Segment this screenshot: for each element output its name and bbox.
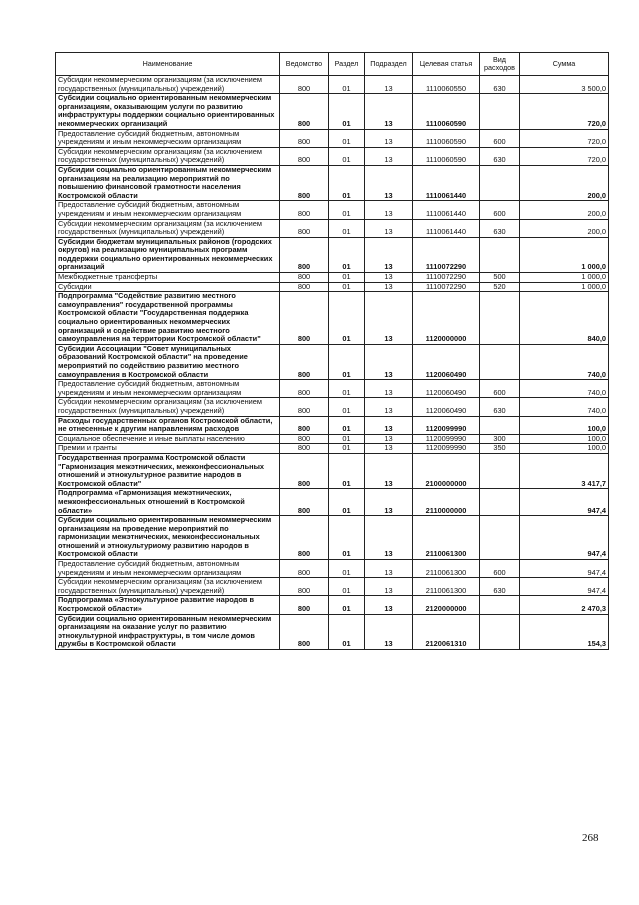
row-section: 01	[329, 201, 365, 219]
row-section: 01	[329, 282, 365, 292]
row-section: 01	[329, 76, 365, 94]
row-subsection: 13	[365, 273, 413, 283]
row-department: 800	[280, 273, 329, 283]
row-name: Премии и гранты	[56, 444, 280, 454]
row-subsection: 13	[365, 434, 413, 444]
row-expense-kind	[480, 165, 520, 200]
row-section: 01	[329, 292, 365, 345]
row-expense-kind	[480, 614, 520, 649]
row-expense-kind	[480, 453, 520, 488]
row-section: 01	[329, 273, 365, 283]
row-sum: 3 500,0	[520, 76, 609, 94]
row-target-item: 1120060490	[413, 398, 480, 416]
row-expense-kind	[480, 516, 520, 560]
row-expense-kind: 600	[480, 129, 520, 147]
row-sum: 1 000,0	[520, 282, 609, 292]
row-name: Социальное обеспечение и иные выплаты населению	[56, 434, 280, 444]
row-target-item: 1120099990	[413, 416, 480, 434]
row-department: 800	[280, 76, 329, 94]
row-sum: 154,3	[520, 614, 609, 649]
row-section: 01	[329, 453, 365, 488]
header-expense-kind: Вид расходов	[480, 53, 520, 76]
row-subsection: 13	[365, 282, 413, 292]
row-subsection: 13	[365, 596, 413, 614]
row-expense-kind: 630	[480, 219, 520, 237]
row-name: Подпрограмма "Содействие развитию местного самоуправления" государственной программы Костромской области "Государственная поддержка социально ориентированных некоммерческих организаций и содействие развитию местного самоуправления на территории Костромской области"	[56, 292, 280, 345]
row-target-item: 2110061300	[413, 516, 480, 560]
row-department: 800	[280, 201, 329, 219]
header-name: Наименование	[56, 53, 280, 76]
row-sum: 1 000,0	[520, 237, 609, 272]
table-row	[56, 344, 609, 379]
row-name: Субсидии	[56, 282, 280, 292]
row-name: Субсидии некоммерческим организациям (за исключением государственных (муниципальных) учреждений)	[56, 398, 280, 416]
row-section: 01	[329, 444, 365, 454]
row-subsection: 13	[365, 578, 413, 596]
row-section: 01	[329, 516, 365, 560]
table-row	[56, 273, 609, 283]
row-department: 800	[280, 344, 329, 379]
row-section: 01	[329, 416, 365, 434]
row-expense-kind: 600	[480, 380, 520, 398]
row-expense-kind: 630	[480, 578, 520, 596]
table-row	[56, 398, 609, 416]
row-department: 800	[280, 282, 329, 292]
budget-table	[55, 52, 609, 650]
row-name: Субсидии Ассоциации "Совет муниципальных образований Костромской области" на проведение мероприятий по содействию развитию местного самоуправления в Костромской области	[56, 344, 280, 379]
row-target-item: 1110072290	[413, 282, 480, 292]
row-subsection: 13	[365, 76, 413, 94]
row-expense-kind: 520	[480, 282, 520, 292]
row-target-item: 2120061310	[413, 614, 480, 649]
row-section: 01	[329, 596, 365, 614]
table-row	[56, 489, 609, 516]
row-sum: 947,4	[520, 489, 609, 516]
row-name: Расходы государственных органов Костромской области, не отнесенные к другим направлениям расходов	[56, 416, 280, 434]
row-subsection: 13	[365, 292, 413, 345]
table-row	[56, 434, 609, 444]
row-department: 800	[280, 489, 329, 516]
row-target-item: 1110072290	[413, 273, 480, 283]
row-department: 800	[280, 444, 329, 454]
page-number: 268	[582, 832, 599, 844]
row-subsection: 13	[365, 344, 413, 379]
row-subsection: 13	[365, 219, 413, 237]
row-sum: 100,0	[520, 416, 609, 434]
row-section: 01	[329, 219, 365, 237]
row-section: 01	[329, 560, 365, 578]
row-subsection: 13	[365, 560, 413, 578]
row-sum: 3 417,7	[520, 453, 609, 488]
row-department: 800	[280, 147, 329, 165]
row-target-item: 1120099990	[413, 434, 480, 444]
row-subsection: 13	[365, 237, 413, 272]
row-name: Подпрограмма «Этнокультурное развитие народов в Костромской области»	[56, 596, 280, 614]
row-expense-kind: 630	[480, 398, 520, 416]
row-subsection: 13	[365, 94, 413, 129]
row-department: 800	[280, 416, 329, 434]
row-section: 01	[329, 489, 365, 516]
row-name: Предоставление субсидий бюджетным, автономным учреждениям и иным некоммерческим организациям	[56, 560, 280, 578]
row-target-item: 1110060550	[413, 76, 480, 94]
header-department: Ведомство	[280, 53, 329, 76]
row-subsection: 13	[365, 444, 413, 454]
row-expense-kind: 600	[480, 560, 520, 578]
table-row	[56, 596, 609, 614]
row-expense-kind	[480, 344, 520, 379]
row-sum: 200,0	[520, 165, 609, 200]
table-row	[56, 380, 609, 398]
row-sum: 200,0	[520, 219, 609, 237]
row-target-item: 1110072290	[413, 237, 480, 272]
row-name: Предоставление субсидий бюджетным, автономным учреждениям и иным некоммерческим организациям	[56, 201, 280, 219]
row-section: 01	[329, 398, 365, 416]
row-sum: 720,0	[520, 147, 609, 165]
row-name: Субсидии некоммерческим организациям (за исключением государственных (муниципальных) учреждений)	[56, 147, 280, 165]
row-section: 01	[329, 578, 365, 596]
row-subsection: 13	[365, 129, 413, 147]
row-sum: 947,4	[520, 516, 609, 560]
row-department: 800	[280, 560, 329, 578]
row-subsection: 13	[365, 453, 413, 488]
row-section: 01	[329, 344, 365, 379]
row-section: 01	[329, 237, 365, 272]
row-name: Подпрограмма «Гармонизация межэтнических, межконфессиональных отношений в Костромской области»	[56, 489, 280, 516]
row-expense-kind: 600	[480, 201, 520, 219]
table-row	[56, 560, 609, 578]
row-name: Субсидии социально ориентированным некоммерческим организациям на проведение мероприятий по гармонизации межэтнических, межконфессиональных отношений и этнокультуриому развитию народов в Костромской области	[56, 516, 280, 560]
row-target-item: 1110060590	[413, 147, 480, 165]
row-name: Субсидии социально ориентированным некоммерческим организациям на реализацию мероприятий по повышению финансовой грамотности населения Костромской области	[56, 165, 280, 200]
table-row	[56, 614, 609, 649]
row-subsection: 13	[365, 147, 413, 165]
row-department: 800	[280, 516, 329, 560]
table-row	[56, 94, 609, 129]
row-department: 800	[280, 165, 329, 200]
row-department: 800	[280, 614, 329, 649]
row-sum: 740,0	[520, 344, 609, 379]
row-department: 800	[280, 129, 329, 147]
row-target-item: 2110061300	[413, 560, 480, 578]
table-row	[56, 578, 609, 596]
row-subsection: 13	[365, 380, 413, 398]
row-department: 800	[280, 596, 329, 614]
row-sum: 2 470,3	[520, 596, 609, 614]
row-sum: 947,4	[520, 560, 609, 578]
row-section: 01	[329, 94, 365, 129]
row-target-item: 1120060490	[413, 344, 480, 379]
row-subsection: 13	[365, 516, 413, 560]
table-row	[56, 76, 609, 94]
row-sum: 740,0	[520, 398, 609, 416]
row-expense-kind	[480, 292, 520, 345]
row-department: 800	[280, 578, 329, 596]
row-subsection: 13	[365, 398, 413, 416]
row-sum: 200,0	[520, 201, 609, 219]
row-target-item: 2110000000	[413, 489, 480, 516]
row-name: Субсидии некоммерческим организациям (за исключением государственных (муниципальных) учреждений)	[56, 76, 280, 94]
row-expense-kind: 500	[480, 273, 520, 283]
row-target-item: 1110060590	[413, 94, 480, 129]
row-sum: 100,0	[520, 444, 609, 454]
table-row	[56, 516, 609, 560]
row-expense-kind	[480, 489, 520, 516]
row-target-item: 1120000000	[413, 292, 480, 345]
header-target-item: Целевая статья	[413, 53, 480, 76]
row-section: 01	[329, 614, 365, 649]
table-row	[56, 201, 609, 219]
table-row	[56, 292, 609, 345]
row-expense-kind: 350	[480, 444, 520, 454]
row-target-item: 2100000000	[413, 453, 480, 488]
row-sum: 1 000,0	[520, 273, 609, 283]
row-subsection: 13	[365, 489, 413, 516]
row-sum: 740,0	[520, 380, 609, 398]
table-header-row	[56, 53, 609, 76]
row-sum: 840,0	[520, 292, 609, 345]
row-subsection: 13	[365, 165, 413, 200]
row-target-item: 1120099990	[413, 444, 480, 454]
table-row	[56, 237, 609, 272]
row-subsection: 13	[365, 416, 413, 434]
row-name: Субсидии социально ориентированным некоммерческим организациям на оказание услуг по развитию этнокультурной инфраструктуры, в том числе домов дружбы в Костромской области	[56, 614, 280, 649]
row-target-item: 1110061440	[413, 219, 480, 237]
header-section: Раздел	[329, 53, 365, 76]
budget-table-sheet	[55, 52, 608, 650]
row-name: Субсидии некоммерческим организациям (за исключением государственных (муниципальных) учреждений)	[56, 578, 280, 596]
row-expense-kind	[480, 237, 520, 272]
row-target-item: 2110061300	[413, 578, 480, 596]
row-section: 01	[329, 129, 365, 147]
row-department: 800	[280, 453, 329, 488]
row-department: 800	[280, 434, 329, 444]
row-name: Субсидии некоммерческим организациям (за исключением государственных (муниципальных) учреждений)	[56, 219, 280, 237]
row-target-item: 1120060490	[413, 380, 480, 398]
row-department: 800	[280, 219, 329, 237]
row-target-item: 1110060590	[413, 129, 480, 147]
row-section: 01	[329, 165, 365, 200]
row-target-item: 1110061440	[413, 165, 480, 200]
row-name: Межбюджетные трансферты	[56, 273, 280, 283]
row-name: Предоставление субсидий бюджетным, автономным учреждениям и иным некоммерческим организациям	[56, 380, 280, 398]
table-row	[56, 147, 609, 165]
row-name: Предоставление субсидий бюджетным, автономным учреждениям и иным некоммерческим организациям	[56, 129, 280, 147]
table-row	[56, 444, 609, 454]
row-department: 800	[280, 292, 329, 345]
row-section: 01	[329, 380, 365, 398]
row-department: 800	[280, 380, 329, 398]
table-row	[56, 282, 609, 292]
row-expense-kind: 300	[480, 434, 520, 444]
table-row	[56, 416, 609, 434]
table-row	[56, 165, 609, 200]
row-name: Субсидии социально ориентированным некоммерческим организациям, оказывающим услуги по развитию инфраструктуры поддержки социально ориентированных некоммерческих организаций	[56, 94, 280, 129]
header-subsection: Подраздел	[365, 53, 413, 76]
row-section: 01	[329, 147, 365, 165]
row-target-item: 1110061440	[413, 201, 480, 219]
row-section: 01	[329, 434, 365, 444]
row-expense-kind: 630	[480, 76, 520, 94]
row-department: 800	[280, 94, 329, 129]
row-target-item: 2120000000	[413, 596, 480, 614]
table-row	[56, 219, 609, 237]
row-sum: 100,0	[520, 434, 609, 444]
table-row	[56, 129, 609, 147]
table-row	[56, 453, 609, 488]
row-name: Субсидии бюджетам муниципальных районов (городских округов) на реализацию муниципальных программ поддержки социально ориентированных некоммерческих организаций	[56, 237, 280, 272]
row-department: 800	[280, 398, 329, 416]
row-subsection: 13	[365, 614, 413, 649]
row-expense-kind	[480, 416, 520, 434]
row-sum: 947,4	[520, 578, 609, 596]
table-body	[56, 76, 609, 650]
row-expense-kind: 630	[480, 147, 520, 165]
row-department: 800	[280, 237, 329, 272]
row-name: Государственная программа Костромской области "Гармонизация межэтнических, межконфессиональных отношений и этнокультурное развитие народов в Костромской области"	[56, 453, 280, 488]
row-subsection: 13	[365, 201, 413, 219]
row-expense-kind	[480, 596, 520, 614]
row-expense-kind	[480, 94, 520, 129]
header-sum: Сумма	[520, 53, 609, 76]
row-sum: 720,0	[520, 94, 609, 129]
row-sum: 720,0	[520, 129, 609, 147]
